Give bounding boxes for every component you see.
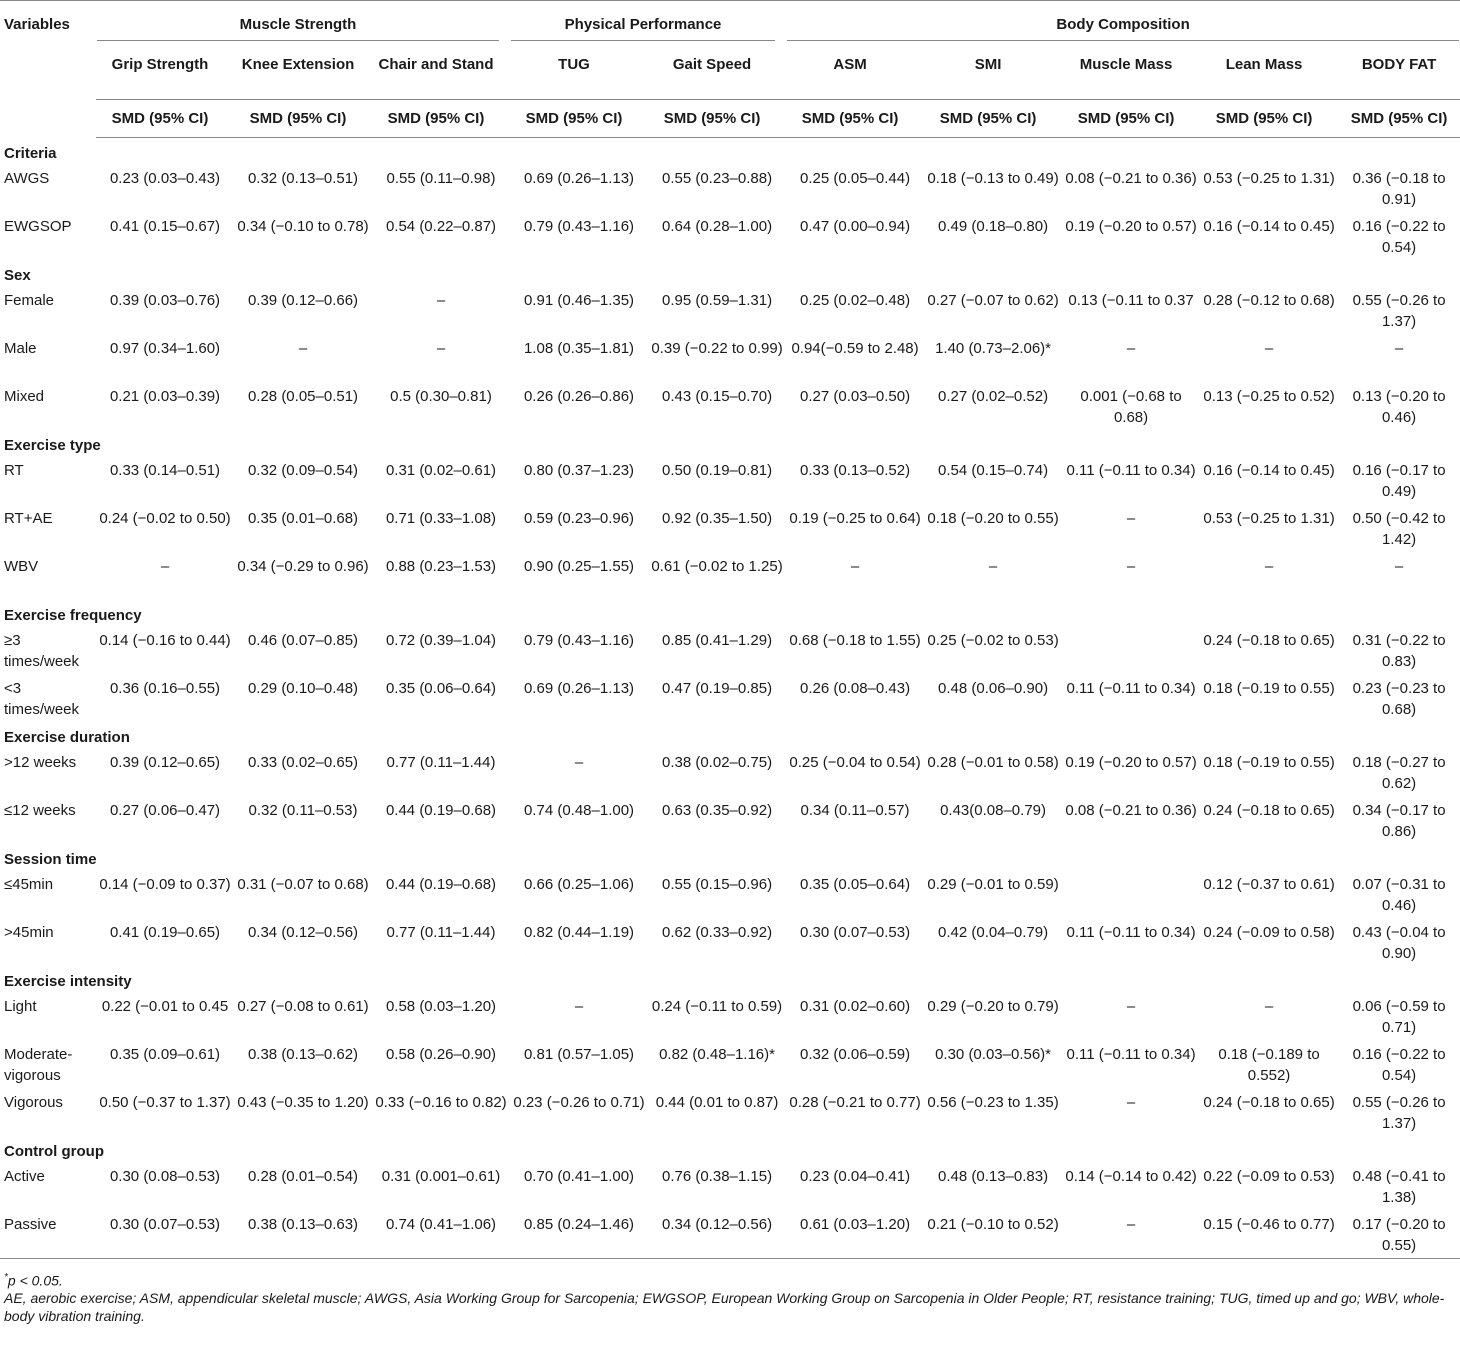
- table-cell: 0.31 (−0.07 to 0.68): [237, 876, 369, 893]
- table-cell: 0.46 (0.07–0.85): [247, 632, 359, 649]
- table-cell: 0.31 (−0.22 to 0.83): [1352, 632, 1446, 670]
- table-cell: 0.47 (0.00–0.94): [800, 218, 911, 235]
- column-header: Gait Speed: [672, 56, 752, 73]
- table-cell: –: [1126, 510, 1136, 527]
- row-label: EWGSOP: [4, 218, 72, 235]
- table-cell: 0.55 (0.23–0.88): [661, 170, 773, 187]
- table-row: [0, 626, 1460, 674]
- table-cell: 0.16 (−0.17 to 0.49): [1352, 462, 1446, 500]
- section-title: Session time: [4, 851, 97, 868]
- table-cell: 0.34 (0.12–0.56): [661, 1216, 773, 1233]
- table-cell: 0.50 (−0.37 to 1.37): [99, 1094, 231, 1111]
- header-spacer: [500, 1, 510, 47]
- column-header: BODY FAT: [1361, 56, 1437, 73]
- table-cell: 0.24 (−0.02 to 0.50): [99, 510, 231, 527]
- table-cell: –: [1126, 998, 1136, 1015]
- table-cell: 0.33 (0.02–0.65): [247, 754, 359, 771]
- table-cell: 0.13 (−0.11 to 0.37: [1068, 292, 1194, 309]
- table-cell: 0.06 (−0.59 to 0.71): [1352, 998, 1446, 1036]
- column-header: Grip Strength: [111, 56, 209, 73]
- table-cell: 0.69 (0.26–1.13): [523, 170, 635, 187]
- table-cell: 0.18 (−0.27 to 0.62): [1352, 754, 1446, 792]
- table-cell: 0.32 (0.13–0.51): [247, 170, 359, 187]
- table-cell: 0.28 (0.01–0.54): [247, 1168, 359, 1185]
- table-cell: 0.95 (0.59–1.31): [661, 292, 773, 309]
- row-label: Moderate-vigorous: [4, 1046, 73, 1084]
- header-spacer: [776, 100, 786, 138]
- table-cell: [1062, 870, 1200, 918]
- header-spacer: [1052, 100, 1062, 138]
- table-cell: 0.23 (0.04–0.41): [800, 1168, 911, 1185]
- header-spacer: [638, 100, 648, 138]
- table-row: [0, 1040, 1460, 1088]
- column-header-row: [0, 46, 1460, 100]
- table-cell: 0.91 (0.46–1.35): [523, 292, 635, 309]
- table-cell: 0.34 (−0.10 to 0.78): [237, 218, 369, 235]
- table-cell: 0.36 (0.16–0.55): [109, 680, 221, 697]
- row-label: <3 times/week: [4, 680, 80, 718]
- section-header-row: [0, 430, 1460, 456]
- row-label: Active: [4, 1168, 45, 1185]
- table-cell: 0.43 (0.15–0.70): [661, 388, 773, 405]
- table-row: [0, 456, 1460, 504]
- table-cell: 0.22 (−0.01 to 0.45: [101, 998, 229, 1015]
- table-cell: 0.43 (−0.04 to 0.90): [1352, 924, 1446, 962]
- table-cell: 0.85 (0.41–1.29): [661, 632, 773, 649]
- row-label: >45min: [4, 924, 54, 941]
- row-label: ≤45min: [4, 876, 54, 893]
- table-cell: 0.31 (0.001–0.61): [381, 1168, 501, 1185]
- table-cell: 0.48 (0.06–0.90): [938, 680, 1049, 697]
- column-header: Chair and Stand: [378, 56, 494, 73]
- table-cell: 0.24 (−0.09 to 0.58): [1203, 924, 1335, 941]
- table-cell: 0.23 (0.03–0.43): [109, 170, 221, 187]
- table-cell: 0.19 (−0.25 to 0.64): [789, 510, 921, 527]
- section-title: Exercise type: [4, 437, 101, 454]
- table-cell: 0.82 (0.48–1.16)*: [659, 1046, 775, 1063]
- table-row: [0, 992, 1460, 1040]
- section-title: Exercise frequency: [4, 607, 142, 624]
- column-header: Muscle Mass: [1079, 56, 1173, 73]
- header-spacer: [362, 100, 372, 138]
- table-cell: 0.39 (−0.22 to 0.99): [651, 340, 783, 357]
- table-cell: 0.30 (0.07–0.53): [800, 924, 911, 941]
- table-cell: 0.25 (0.05–0.44): [800, 170, 911, 187]
- table-cell: 0.24 (−0.18 to 0.65): [1203, 1094, 1335, 1111]
- row-label: ≥3 times/week: [4, 632, 80, 670]
- table-cell: 0.34 (−0.17 to 0.86): [1352, 802, 1446, 840]
- table-cell: 0.14 (−0.09 to 0.37): [99, 876, 231, 893]
- table-cell: 0.42 (0.04–0.79): [938, 924, 1049, 941]
- table-cell: 0.32 (0.11–0.53): [248, 802, 358, 819]
- table-row: [0, 674, 1460, 722]
- table-cell: 0.29 (−0.01 to 0.59): [927, 876, 1059, 893]
- row-label: Male: [4, 340, 37, 357]
- table-cell: –: [436, 292, 446, 309]
- table-footnotes: [0, 1259, 1460, 1326]
- table-cell: 0.63 (0.35–0.92): [661, 802, 773, 819]
- table-cell: 0.24 (−0.18 to 0.65): [1203, 632, 1335, 649]
- column-header: Knee Extension: [241, 56, 355, 73]
- row-label: Mixed: [4, 388, 45, 405]
- table-cell: 0.23 (−0.23 to 0.68): [1352, 680, 1446, 718]
- table-cell: 0.74 (0.41–1.06): [385, 1216, 497, 1233]
- table-cell: 0.35 (0.06–0.64): [385, 680, 497, 697]
- section-header-row: [0, 138, 1460, 165]
- table-cell: 0.07 (−0.31 to 0.46): [1352, 876, 1446, 914]
- header-spacer: [1190, 46, 1200, 100]
- table-cell: 0.25 (−0.02 to 0.53): [927, 632, 1059, 649]
- table-cell: 0.29 (−0.20 to 0.79): [927, 998, 1059, 1015]
- table-cell: 0.18 (−0.189 to 0.552): [1218, 1046, 1320, 1084]
- table-cell: 0.16 (−0.14 to 0.45): [1203, 462, 1335, 479]
- table-cell: 0.61 (0.03–1.20): [800, 1216, 911, 1233]
- table-cell: –: [1126, 1216, 1136, 1233]
- group-body-composition-cell: [786, 1, 1460, 47]
- table-cell: 0.69 (0.26–1.13): [523, 680, 635, 697]
- table-cell: 0.27 (0.02–0.52): [938, 388, 1049, 405]
- table-cell: 0.41 (0.15–0.67): [109, 218, 221, 235]
- table-cell: 0.18 (−0.19 to 0.55): [1203, 680, 1335, 697]
- table-cell: 0.21 (0.03–0.39): [109, 388, 221, 405]
- header-spacer: [638, 46, 648, 100]
- table-cell: 0.77 (0.11–1.44): [386, 754, 496, 771]
- table-cell: 0.28 (−0.12 to 0.68): [1203, 292, 1335, 309]
- significance-marker: *: [4, 1271, 8, 1283]
- column-header: TUG: [558, 56, 590, 73]
- smd-header-row: [0, 100, 1460, 138]
- table-cell: 0.27 (0.06–0.47): [109, 802, 221, 819]
- table-cell: 0.35 (0.01–0.68): [247, 510, 359, 527]
- group-header-row: [0, 1, 1460, 47]
- table-cell: 1.40 (0.73–2.06)*: [935, 340, 1051, 357]
- header-spacer: [362, 46, 372, 100]
- table-cell: 0.55 (−0.26 to 1.37): [1352, 1094, 1446, 1132]
- table-cell: 0.64 (0.28–1.00): [661, 218, 773, 235]
- table-cell: 0.24 (−0.11 to 0.59): [651, 998, 783, 1015]
- table-row: [0, 382, 1460, 430]
- smd-label: SMD (95% CI): [786, 100, 914, 138]
- table-cell: 0.26 (0.08–0.43): [800, 680, 911, 697]
- section-header-row: [0, 722, 1460, 748]
- table-cell: 0.53 (−0.25 to 1.31): [1203, 170, 1335, 187]
- header-spacer: [914, 46, 924, 100]
- table-cell: –: [436, 340, 446, 357]
- table-cell: 0.54 (0.15–0.74): [938, 462, 1049, 479]
- table-cell: 0.32 (0.09–0.54): [247, 462, 359, 479]
- table-cell: 0.18 (−0.19 to 0.55): [1203, 754, 1335, 771]
- row-label: RT+AE: [4, 510, 53, 527]
- table-cell: –: [1126, 1094, 1136, 1111]
- table-cell: 0.19 (−0.20 to 0.57): [1065, 754, 1197, 771]
- table-row: [0, 212, 1460, 260]
- table-cell: 0.48 (−0.41 to 1.38): [1352, 1168, 1446, 1206]
- table-cell: 0.38 (0.13–0.62): [247, 1046, 359, 1063]
- table-cell: 0.44 (0.19–0.68): [385, 802, 497, 819]
- table-cell: 0.33 (−0.16 to 0.82): [375, 1094, 507, 1111]
- table-cell: 0.27 (0.03–0.50): [800, 388, 911, 405]
- table-cell: 0.39 (0.12–0.65): [109, 754, 221, 771]
- section-title: Exercise duration: [4, 729, 130, 746]
- table-cell: 0.50 (0.19–0.81): [661, 462, 773, 479]
- table-cell: 0.31 (0.02–0.61): [385, 462, 497, 479]
- table-cell: 0.38 (0.02–0.75): [661, 754, 773, 771]
- table-cell: 0.27 (−0.08 to 0.61): [237, 998, 369, 1015]
- table-cell: 0.71 (0.33–1.08): [385, 510, 497, 527]
- table-cell: 0.18 (−0.20 to 0.55): [927, 510, 1059, 527]
- table-cell: 0.74 (0.48–1.00): [523, 802, 635, 819]
- table-cell: 0.39 (0.03–0.76): [109, 292, 221, 309]
- row-label: Light: [4, 998, 37, 1015]
- table-cell: 0.11 (−0.11 to 0.34): [1066, 462, 1196, 479]
- table-cell: 0.36 (−0.18 to 0.91): [1352, 170, 1446, 208]
- group-physical-performance-cell: [510, 1, 776, 47]
- table-cell: –: [1126, 340, 1136, 357]
- table-cell: 0.001 (−0.68 to 0.68): [1080, 388, 1182, 426]
- table-cell: 0.39 (0.12–0.66): [247, 292, 359, 309]
- table-cell: 0.59 (0.23–0.96): [523, 510, 635, 527]
- significance-text: p < 0.05.: [7, 1272, 63, 1289]
- significance-note: [4, 1269, 1460, 1290]
- table-cell: 0.53 (−0.25 to 1.31): [1203, 510, 1335, 527]
- table-cell: 0.48 (0.13–0.83): [938, 1168, 1049, 1185]
- table-cell: –: [1126, 558, 1136, 575]
- table-cell: 0.11 (−0.11 to 0.34): [1066, 1046, 1196, 1063]
- table-cell: 0.18 (−0.13 to 0.49): [927, 170, 1059, 187]
- table-cell: 0.15 (−0.46 to 0.77): [1203, 1216, 1335, 1233]
- table-cell: 0.80 (0.37–1.23): [523, 462, 635, 479]
- table-row: [0, 286, 1460, 334]
- table-cell: 0.50 (−0.42 to 1.42): [1352, 510, 1446, 548]
- table-cell: 0.79 (0.43–1.16): [523, 632, 635, 649]
- table-cell: 0.44 (0.01 to 0.87): [655, 1094, 779, 1111]
- header-spacer: [776, 46, 786, 100]
- variables-header: Variables: [4, 16, 70, 33]
- table-cell: 0.5 (0.30–0.81): [390, 388, 492, 405]
- table-row: [0, 1210, 1460, 1258]
- table-row: [0, 552, 1460, 600]
- table-cell: 0.30 (0.07–0.53): [109, 1216, 221, 1233]
- table-cell: 0.38 (0.13–0.63): [247, 1216, 359, 1233]
- table-cell: 0.26 (0.26–0.86): [523, 388, 635, 405]
- table-cell: 0.54 (0.22–0.87): [385, 218, 497, 235]
- table-cell: 0.47 (0.19–0.85): [661, 680, 773, 697]
- smd-label: SMD (95% CI): [510, 100, 638, 138]
- header-spacer: [1052, 46, 1062, 100]
- smd-label: SMD (95% CI): [1062, 100, 1190, 138]
- table-cell: 0.97 (0.34–1.60): [109, 340, 221, 357]
- table-cell: 0.11 (−0.11 to 0.34): [1066, 924, 1196, 941]
- header-spacer: [914, 100, 924, 138]
- table-cell: 0.30 (0.03–0.56)*: [935, 1046, 1051, 1063]
- section-title: Sex: [4, 267, 31, 284]
- table-row: [0, 796, 1460, 844]
- table-cell: 0.22 (−0.09 to 0.53): [1203, 1168, 1335, 1185]
- row-label: Vigorous: [4, 1094, 63, 1111]
- row-label: >12 weeks: [4, 754, 77, 771]
- table-cell: 0.13 (−0.20 to 0.46): [1352, 388, 1446, 426]
- table-cell: 0.77 (0.11–1.44): [386, 924, 496, 941]
- table-cell: 0.30 (0.08–0.53): [109, 1168, 221, 1185]
- group-body-composition: Body Composition: [787, 14, 1459, 41]
- header-spacer: [224, 100, 234, 138]
- row-label: AWGS: [4, 170, 50, 187]
- smd-label: SMD (95% CI): [234, 100, 362, 138]
- table-cell: –: [1394, 558, 1404, 575]
- table-cell: 0.62 (0.33–0.92): [661, 924, 773, 941]
- section-header-row: [0, 966, 1460, 992]
- table-cell: 0.34 (−0.29 to 0.96): [237, 558, 369, 575]
- table-cell: –: [574, 754, 584, 771]
- header-spacer: [1328, 100, 1338, 138]
- header-spacer: [1190, 100, 1200, 138]
- table-row: [0, 1162, 1460, 1210]
- table-cell: 0.35 (0.09–0.61): [109, 1046, 221, 1063]
- row-label: Female: [4, 292, 55, 309]
- header-spacer: [500, 46, 510, 100]
- table-cell: 0.19 (−0.20 to 0.57): [1065, 218, 1197, 235]
- table-cell: 0.27 (−0.07 to 0.62): [927, 292, 1059, 309]
- group-muscle-strength: Muscle Strength: [97, 14, 499, 41]
- smd-label: SMD (95% CI): [648, 100, 776, 138]
- table-cell: 0.23 (−0.26 to 0.71): [513, 1094, 645, 1111]
- table-cell: 0.08 (−0.21 to 0.36): [1065, 170, 1197, 187]
- table-cell: 0.16 (−0.22 to 0.54): [1352, 1046, 1446, 1084]
- section-header-row: [0, 600, 1460, 626]
- table-cell: 0.58 (0.03–1.20): [385, 998, 497, 1015]
- section-title: Criteria: [4, 145, 57, 162]
- table-cell: –: [1264, 998, 1274, 1015]
- table-cell: 0.13 (−0.25 to 0.52): [1203, 388, 1335, 405]
- table-cell: 0.33 (0.14–0.51): [109, 462, 221, 479]
- table-cell: 0.16 (−0.22 to 0.54): [1352, 218, 1446, 256]
- table-cell: 0.88 (0.23–1.53): [385, 558, 497, 575]
- table-cell: 0.41 (0.19–0.65): [109, 924, 221, 941]
- header-spacer: [500, 100, 510, 138]
- table-cell: –: [298, 340, 308, 357]
- table-cell: 0.16 (−0.14 to 0.45): [1203, 218, 1335, 235]
- table-row: [0, 504, 1460, 552]
- group-physical-performance: Physical Performance: [511, 14, 775, 41]
- row-label: WBV: [4, 558, 39, 575]
- table-cell: –: [850, 558, 860, 575]
- section-header-row: [0, 260, 1460, 286]
- table-cell: –: [988, 558, 998, 575]
- table-cell: 0.12 (−0.37 to 0.61): [1203, 876, 1335, 893]
- table-cell: 0.31 (0.02–0.60): [800, 998, 911, 1015]
- table-cell: 0.81 (0.57–1.05): [523, 1046, 635, 1063]
- table-cell: –: [574, 998, 584, 1015]
- abbreviations-note: AE, aerobic exercise; ASM, appendicular skeletal muscle; AWGS, Asia Working Group for Sarcopenia; EWGSOP, European Working Group on Sarcopenia in Older People; RT, resistance training; TUG, timed up and go; WBV, whole-body vibration training.: [4, 1290, 1445, 1325]
- table-cell: –: [160, 558, 170, 575]
- section-header-row: [0, 844, 1460, 870]
- row-label: Passive: [4, 1216, 57, 1233]
- table-cell: 0.70 (0.41–1.00): [523, 1168, 635, 1185]
- table-cell: 0.32 (0.06–0.59): [800, 1046, 911, 1063]
- table-cell: 0.28 (−0.01 to 0.58): [927, 754, 1059, 771]
- table-cell: 0.24 (−0.18 to 0.65): [1203, 802, 1335, 819]
- table-cell: 0.34 (0.12–0.56): [247, 924, 359, 941]
- table-cell: 0.25 (0.02–0.48): [800, 292, 911, 309]
- table-cell: 0.21 (−0.10 to 0.52): [927, 1216, 1059, 1233]
- table-cell: 1.08 (0.35–1.81): [523, 340, 635, 357]
- table-cell: 0.55 (0.11–0.98): [386, 170, 496, 187]
- table-row: [0, 1088, 1460, 1136]
- smd-label: SMD (95% CI): [924, 100, 1052, 138]
- table-cell: 0.90 (0.25–1.55): [523, 558, 635, 575]
- table-cell: 0.82 (0.44–1.19): [523, 924, 635, 941]
- smd-label: SMD (95% CI): [96, 100, 224, 138]
- table-cell: 0.66 (0.25–1.06): [523, 876, 635, 893]
- smd-label: SMD (95% CI): [1200, 100, 1328, 138]
- table-cell: 0.55 (−0.26 to 1.37): [1352, 292, 1446, 330]
- table-cell: 0.25 (−0.04 to 0.54): [789, 754, 921, 771]
- table-row: [0, 334, 1460, 382]
- smd-label: SMD (95% CI): [372, 100, 500, 138]
- table-row: [0, 748, 1460, 796]
- table-cell: 0.14 (−0.14 to 0.42): [1065, 1168, 1197, 1185]
- row-label: RT: [4, 462, 24, 479]
- table-cell: –: [1264, 558, 1274, 575]
- table-cell: 0.11 (−0.11 to 0.34): [1066, 680, 1196, 697]
- table-cell: 0.14 (−0.16 to 0.44): [99, 632, 231, 649]
- table-cell: 0.61 (−0.02 to 1.25): [651, 558, 783, 575]
- table-cell: 0.55 (0.15–0.96): [661, 876, 773, 893]
- table-cell: 0.08 (−0.21 to 0.36): [1065, 802, 1197, 819]
- table-cell: –: [1264, 340, 1274, 357]
- header-spacer: [1328, 46, 1338, 100]
- column-header: Lean Mass: [1225, 56, 1303, 73]
- table-cell: 0.56 (−0.23 to 1.35): [927, 1094, 1059, 1111]
- section-title: Control group: [4, 1143, 104, 1160]
- table-cell: 0.79 (0.43–1.16): [523, 218, 635, 235]
- table-cell: 0.29 (0.10–0.48): [247, 680, 359, 697]
- table-cell: 0.33 (0.13–0.52): [800, 462, 911, 479]
- table-cell: 0.28 (−0.21 to 0.77): [789, 1094, 921, 1111]
- row-label: ≤12 weeks: [4, 802, 76, 819]
- group-muscle-strength-cell: [96, 1, 500, 47]
- section-header-row: [0, 1136, 1460, 1162]
- column-header: ASM: [833, 56, 867, 73]
- table-row: [0, 164, 1460, 212]
- table-cell: [1062, 626, 1200, 674]
- table-cell: 0.17 (−0.20 to 0.55): [1352, 1216, 1446, 1254]
- table-row: [0, 870, 1460, 918]
- table-cell: 0.58 (0.26–0.90): [385, 1046, 497, 1063]
- smd-label: SMD (95% CI): [1338, 100, 1460, 138]
- section-title: Exercise intensity: [4, 973, 132, 990]
- table-cell: 0.28 (0.05–0.51): [247, 388, 359, 405]
- table-cell: 0.34 (0.11–0.57): [800, 802, 910, 819]
- table-cell: 0.44 (0.19–0.68): [385, 876, 497, 893]
- table-cell: 0.94(−0.59 to 2.48): [791, 340, 919, 357]
- header-spacer: [224, 46, 234, 100]
- table-cell: 0.35 (0.05–0.64): [800, 876, 911, 893]
- table-cell: 0.92 (0.35–1.50): [661, 510, 773, 527]
- table-cell: 0.68 (−0.18 to 1.55): [789, 632, 921, 649]
- table-cell: 0.49 (0.18–0.80): [938, 218, 1049, 235]
- table-row: [0, 918, 1460, 966]
- table-cell: 0.43 (−0.35 to 1.20): [237, 1094, 369, 1111]
- header-spacer: [776, 1, 786, 47]
- table-cell: 0.72 (0.39–1.04): [385, 632, 497, 649]
- column-header: SMI: [974, 56, 1002, 73]
- table-cell: 0.43(0.08–0.79): [940, 802, 1046, 819]
- table-cell: 0.85 (0.24–1.46): [523, 1216, 635, 1233]
- table-cell: –: [1394, 340, 1404, 357]
- table-cell: 0.76 (0.38–1.15): [661, 1168, 773, 1185]
